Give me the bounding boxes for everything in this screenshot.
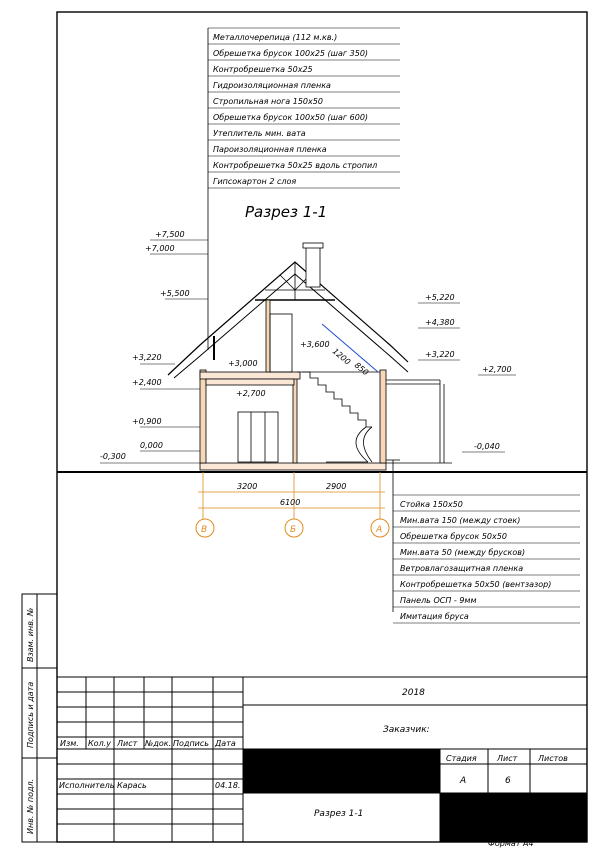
level-minus-0300: -0,300 — [100, 452, 126, 461]
wall-layer-8: Имитация бруса — [400, 612, 469, 621]
wall-layer-5: Ветровлагозащитная пленка — [400, 564, 524, 573]
redacted-block-2 — [440, 793, 587, 842]
tb-sheet-label: Лист — [497, 754, 518, 763]
level-5500: +5,500 — [160, 289, 190, 298]
dim-2900: 2900 — [326, 482, 347, 491]
axis-bubbles — [196, 519, 389, 537]
wall-layer-3: Обрешетка брусок 50х50 — [400, 532, 507, 541]
wall-layer-4: Мин.вата 50 (между брусков) — [400, 548, 526, 557]
level-0900: +0,900 — [132, 417, 162, 426]
level-3000: +3,000 — [228, 359, 258, 368]
tb-h-ndok: №док. — [145, 739, 172, 748]
tb-stage-label: Стадия — [446, 754, 477, 763]
tb-drawing-name: Разрез 1-1 — [314, 809, 364, 819]
level-7500: +7,500 — [155, 230, 185, 239]
roof-dimension — [322, 324, 378, 377]
tb-stage: А — [460, 776, 467, 786]
redacted-block-1 — [243, 749, 440, 793]
wall-layer-7: Панель ОСП - 9мм — [400, 596, 477, 605]
roof-layer-8: Пароизоляционная пленка — [213, 145, 327, 154]
level-7000: +7,000 — [145, 244, 175, 253]
tb-h-list: Лист — [117, 739, 138, 748]
level-2700-right: +2,700 — [482, 365, 512, 374]
tb-customer: Заказчик: — [383, 725, 430, 735]
tb-h-izm: Изм. — [60, 739, 79, 748]
roof-layer-10: Гипсокартон 2 слоя — [213, 177, 297, 186]
tb-h-podpis: Подпись — [173, 739, 209, 748]
level-0000: 0,000 — [140, 441, 163, 450]
roof-layer-2: Обрешетка брусок 100х25 (шаг 350) — [213, 49, 369, 58]
tb-sheet: 6 — [505, 776, 511, 786]
roof-layer-4: Гидроизоляционная пленка — [213, 81, 331, 90]
tb-h-kol: Кол.у — [88, 739, 111, 748]
axis-b: Б — [290, 525, 297, 535]
tb-role: Исполнитель — [59, 781, 115, 790]
stamp-inv-orig: Инв. № подл. — [26, 778, 35, 834]
axis-a: А — [376, 525, 383, 535]
wall-layer-2: Мин.вата 150 (между стоек) — [400, 516, 521, 525]
wall-layer-6: Контробрешетка 50х50 (вентзазор) — [400, 580, 552, 589]
roof-layers-callout — [208, 28, 400, 350]
level-3600: +3,600 — [300, 340, 330, 349]
level-5220: +5,220 — [425, 293, 455, 302]
tb-date: 04.18. — [215, 781, 241, 790]
roof-layer-7: Утеплитель мин. вата — [213, 129, 306, 138]
tb-format: Формат А4 — [488, 839, 534, 848]
roof-layer-9: Контробрешетка 50х25 вдоль стропил — [213, 161, 378, 170]
level-2700-inside: +2,700 — [236, 389, 266, 398]
dim-850: 850 — [352, 360, 371, 378]
dim-6100: 6100 — [280, 498, 301, 507]
house-section — [168, 243, 452, 470]
roof-layer-6: Обрешетка брусок 100х50 (шаг 600) — [213, 113, 369, 122]
stamp-sign-date: Подпись и дата — [26, 681, 35, 748]
section-title: Разрез 1-1 — [245, 203, 328, 221]
dimension-chain — [198, 472, 385, 520]
roof-layer-3: Контробрешетка 50х25 — [213, 65, 313, 74]
level-4380: +4,380 — [425, 318, 455, 327]
level-marks-left — [100, 240, 208, 463]
tb-year: 2018 — [402, 688, 425, 698]
wall-layers-callout — [386, 460, 580, 623]
tb-sheets-label: Листов — [538, 754, 568, 763]
roof-layer-5: Стропильная нога 150х50 — [213, 97, 323, 106]
roof-layer-1: Металлочерепица (112 м.кв.) — [213, 33, 338, 42]
level-3220-right: +3,220 — [425, 350, 455, 359]
tb-h-data: Дата — [215, 739, 236, 748]
level-2400: +2,400 — [132, 378, 162, 387]
level-3220-left: +3,220 — [132, 353, 162, 362]
dim-1200: 1200 — [330, 346, 353, 367]
tb-name: Карась — [117, 781, 147, 790]
stamp-replace-inv: Взам. инв. № — [26, 607, 35, 662]
wall-layer-1: Стойка 150х50 — [400, 500, 463, 509]
sheet-frame — [57, 12, 587, 842]
level-minus-0040: -0,040 — [474, 442, 500, 451]
dim-3200: 3200 — [237, 482, 258, 491]
axis-v: В — [201, 525, 208, 535]
